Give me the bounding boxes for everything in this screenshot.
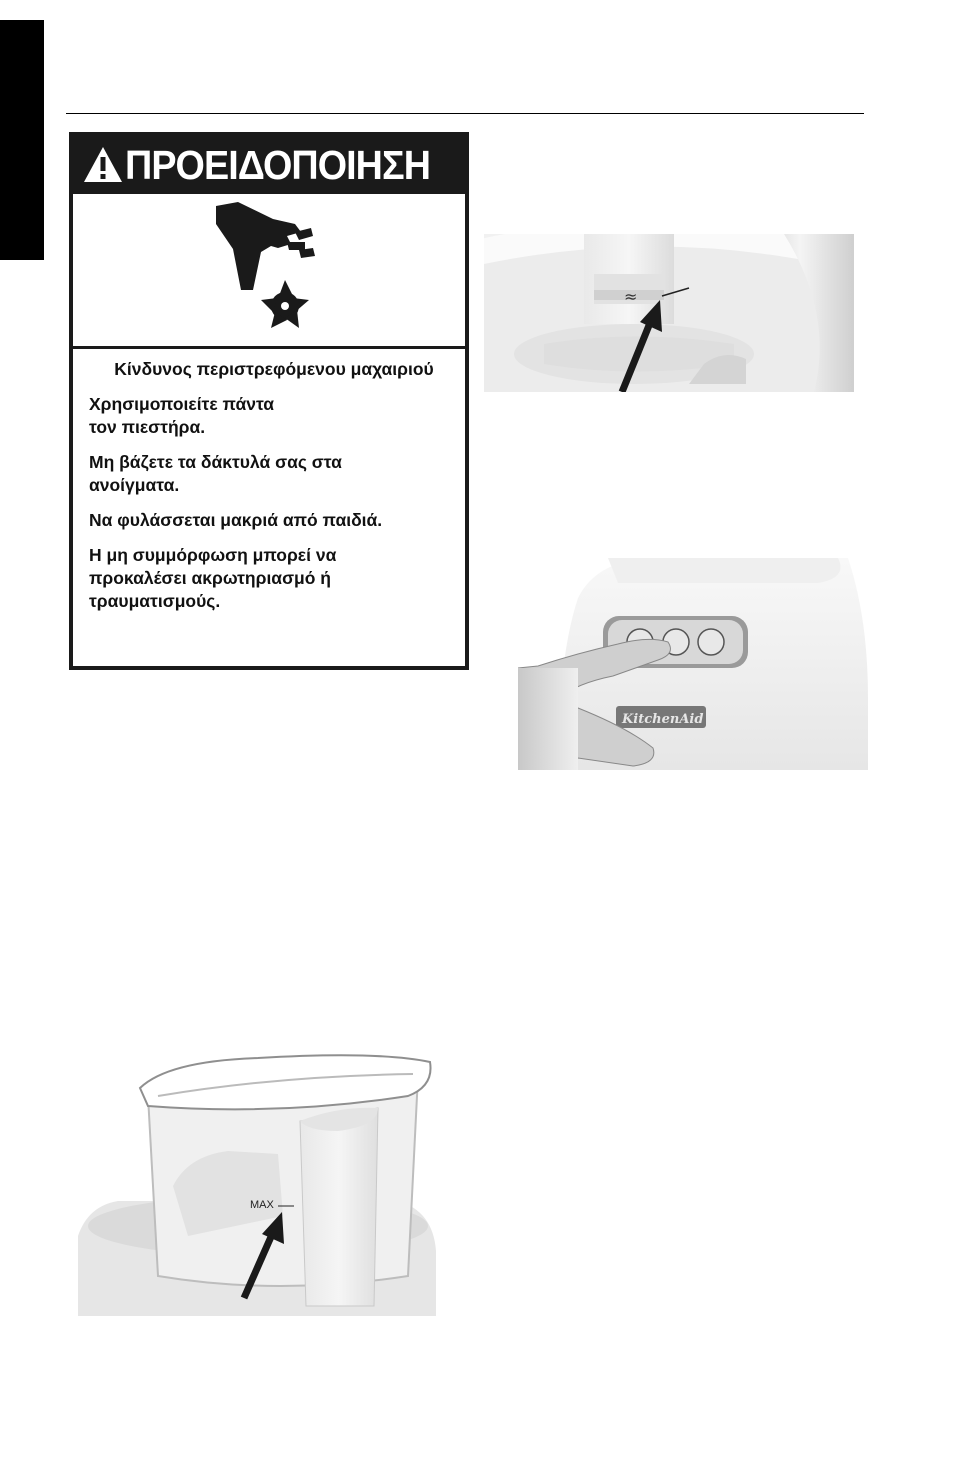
top-rule xyxy=(66,113,864,114)
warning-line-4: Η μη συμμόρφωση μπορεί να προκαλέσει ακρωτηριασμό ή τραυματισμούς. xyxy=(89,545,337,611)
warning-triangle-icon xyxy=(83,145,123,185)
svg-text:KitchenAid: KitchenAid xyxy=(622,712,704,727)
bowl-max-illustration xyxy=(78,1036,438,1316)
side-tab xyxy=(0,20,44,260)
control-panel-illustration xyxy=(518,558,868,770)
warning-title: ΠΡΟΕΙΔΟΠΟΙΗΣΗ xyxy=(125,141,431,188)
warning-header xyxy=(73,136,465,194)
warning-separator xyxy=(73,346,465,349)
bowl-shaft-illustration xyxy=(484,234,854,392)
svg-text:MAX: MAX xyxy=(250,1199,274,1211)
warning-line-2: Μη βάζετε τα δάκτυλά σας στα ανοίγματα. xyxy=(89,452,342,495)
warning-text xyxy=(89,358,459,625)
svg-text:≈: ≈ xyxy=(624,287,638,306)
warning-line-1: Χρησιμοποιείτε πάντα τον πιεστήρα. xyxy=(89,394,275,437)
hazard-heading: Κίνδυνος περιστρεφόμενου μαχαιριού xyxy=(114,359,434,379)
hand-blade-hazard-icon xyxy=(73,194,465,346)
warning-label xyxy=(69,132,469,670)
hazard-pictogram xyxy=(73,194,465,346)
warning-line-3: Να φυλάσσεται μακριά από παιδιά. xyxy=(89,510,383,530)
